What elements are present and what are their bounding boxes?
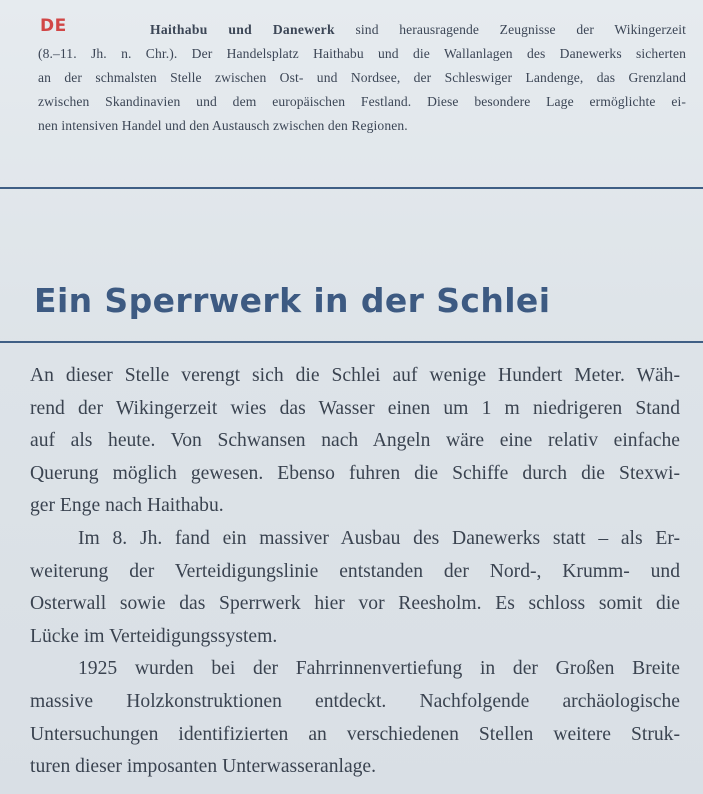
divider-title [0, 341, 703, 343]
body-line: Im 8. Jh. fand ein massiver Ausbau des Danewerks statt – als Er- [78, 527, 680, 549]
intro-line [38, 18, 686, 42]
divider-top [0, 187, 703, 189]
intro-line: (8.–11. Jh. n. Chr.). Der Handelsplatz Haithabu und die Wallanlagen des Danewerks sicherten [38, 46, 686, 61]
body-line: weiterung der Verteidigungslinie entstanden der Nord-, Krumm- und [30, 560, 680, 582]
body-line: Osterwall sowie das Sperrwerk hier vor Reesholm. Es schloss somit die [30, 593, 680, 615]
language-tag: DE [40, 16, 67, 36]
body-line: auf als heute. Von Schwansen nach Angeln wäre eine relativ einfache [30, 430, 680, 452]
intro-line: an der schmalsten Stelle zwischen Ost- und Nordsee, der Schleswiger Landenge, das Grenzland [38, 70, 686, 85]
body-line: rend der Wikingerzeit wies das Wasser einen um 1 m niedrigeren Stand [30, 397, 680, 419]
page-title: Ein Sperrwerk in der Schlei [34, 281, 551, 320]
intro-text [38, 18, 686, 138]
body-line: ger Enge nach Haithabu. [30, 495, 224, 517]
body-line: Querung möglich gewesen. Ebenso fuhren die Schiffe durch die Stexwi- [30, 462, 680, 484]
intro-lead: Haithabu und Danewerk [150, 22, 335, 37]
body-line: Lücke im Verteidigungssystem. [30, 625, 278, 647]
body-line: turen dieser imposanten Unterwasseranlage. [30, 756, 377, 778]
body-line: massive Holzkonstruktionen entdeckt. Nachfolgende archäologische [30, 690, 680, 712]
body-line: Untersuchungen identifizierten an verschiedenen Stellen weitere Struk- [30, 723, 680, 745]
body-text [30, 360, 680, 784]
intro-lead-rest: sind herausragende Zeugnisse der Wikingerzeit [355, 22, 686, 37]
body-line: 1925 wurden bei der Fahrrinnenvertiefung in der Großen Breite [78, 658, 680, 680]
intro-line: nen intensiven Handel und den Austausch zwischen den Regionen. [38, 118, 408, 133]
body-line: An dieser Stelle verengt sich die Schlei auf wenige Hundert Meter. Wäh- [30, 365, 680, 386]
intro-line: zwischen Skandinavien und dem europäischen Festland. Diese besondere Lage ermöglichte ei- [38, 94, 686, 109]
